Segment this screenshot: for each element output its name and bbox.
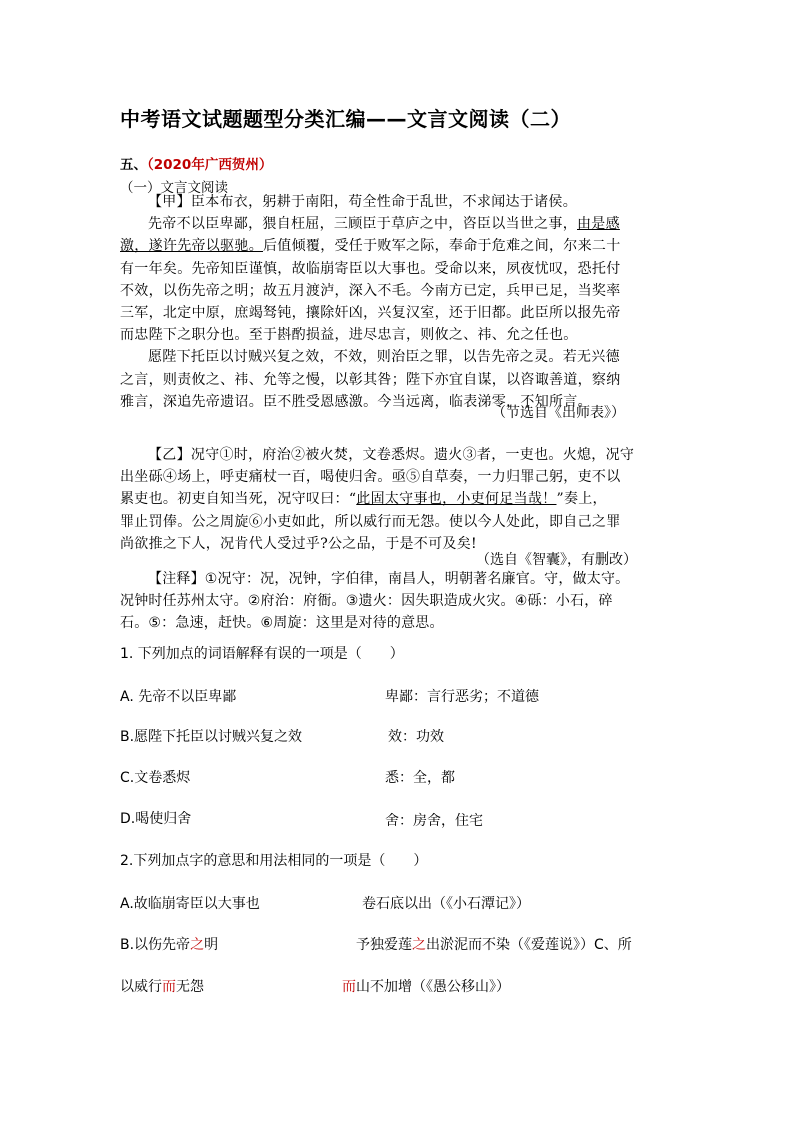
dotted-char: 而 <box>162 979 176 995</box>
q2-option-a-compare: 卷石底以出（《小石潭记》） <box>362 896 530 912</box>
passage-line: 不效，以伤先帝之明；故五月渡泸，深入不毛。今南方已定，兵甲已足，当奖率 <box>120 282 621 299</box>
q2-option-b <box>120 934 218 954</box>
option-text: 明 <box>204 937 219 953</box>
q1-option-a-explanation: 卑鄙：言行恶劣；不道德 <box>385 689 539 705</box>
option-text: 予独爱莲 <box>356 937 412 953</box>
dotted-char: 之 <box>412 937 426 953</box>
q1-option-b-explanation: 效：功效 <box>388 729 444 745</box>
quote-mark: “ <box>348 491 357 508</box>
passage-line <box>120 235 680 257</box>
underlined-text: 由是感 <box>577 216 620 233</box>
passage-line: 罪止罚俸。公之周旋⑥小吏如此，所以威行而无怨。使以今人处此，即自己之罪 <box>120 513 621 530</box>
passage-jia-source: （节选自《出师表》） <box>492 405 625 421</box>
quote-mark: ” <box>556 491 564 508</box>
passage-jia <box>120 191 680 413</box>
section-subtitle: （一）文言文阅读 <box>120 180 228 196</box>
underlined-text: 激，遂许先帝以驱驰。 <box>120 238 263 255</box>
passage-yi <box>120 444 680 555</box>
passage-text: 后值倾覆，受任于败军之际，奉命于危难之间，尔来二十 <box>263 238 621 255</box>
q1-option-b: B.愿陛下托臣以讨贼兴复之效 <box>120 729 303 745</box>
note-line: 石。⑤：急速，赶快。⑥周旋：这里是对待的意思。 <box>120 615 444 631</box>
passage-line: 有一年矣。先帝知臣谨慎，故临崩寄臣以大事也。受命以来，夙夜忧叹，恐托付 <box>120 260 621 277</box>
underlined-text: 此固太守事也，小吏何足当哉！ <box>356 491 557 508</box>
page-title: 中考语文试题题型分类汇编——文言文阅读（二） <box>120 107 571 131</box>
passage-text: 奏上， <box>563 491 607 508</box>
passage-line <box>120 213 680 235</box>
option-text: 出淤泥而不染（《爱莲说》）C、所 <box>426 937 632 953</box>
note-line: 况钟时任苏州太守。②府治：府衙。③遗火：因失职造成火灾。④砾：小石，碎 <box>120 593 613 609</box>
q2-option-a: A.故临崩寄臣以大事也 <box>120 896 260 912</box>
passage-line <box>120 488 680 510</box>
annotation-notes <box>120 568 685 634</box>
question-2-stem: 2.下列加点字的意思和用法相同的一项是（ ） <box>120 853 428 869</box>
passage-yi-source: （选自《智囊》，有删改） <box>476 552 637 568</box>
dotted-char: 而 <box>342 979 356 995</box>
option-text: 山不加增（《愚公移山》） <box>356 979 510 995</box>
q1-option-d: D.喝使归舍 <box>120 811 192 827</box>
passage-line: 【乙】况守①时，府治②被火焚，文卷悉烬。遗火③者，一吏也。火熄，况守 <box>148 447 635 463</box>
passage-line: 出坐砾④场上，呼吏痛杖一百，喝使归舍。亟⑤自草奏，一力归罪己躬，吏不以 <box>120 469 621 486</box>
passage-line: 而忠陛下之职分也。至于斟酌损益，进尽忠言，则攸之、祎、允之任也。 <box>120 327 578 344</box>
q1-option-d-explanation: 舍：房舍，住宅 <box>385 813 483 829</box>
passage-line: 尚欲推之下人，况肯代人受过乎?公之品，于是不可及矣! <box>120 535 477 552</box>
passage-line: 愿陛下托臣以讨贼兴复之效，不效，则治臣之罪，以告先帝之灵。若无兴德 <box>148 349 620 366</box>
passage-line: 之言，则责攸之、祎、允等之慢，以彰其咎；陛下亦宜自谋，以咨诹善道，察纳 <box>120 371 621 388</box>
option-text: 无怨 <box>176 979 204 995</box>
passage-text: 累吏也。初吏自知当死，况守叹曰： <box>120 491 349 508</box>
section-source: （2020年广西贺州） <box>147 157 273 173</box>
passage-line: 三军，北定中原，庶竭驽钝，攘除奸凶，兴复汉室，还于旧都。此臣所以报先帝 <box>120 305 621 322</box>
q2-option-b-compare <box>356 934 632 954</box>
option-text: 以威行 <box>120 979 162 995</box>
note-line: 【注释】①况守：况，况钟，字伯律，南昌人，明朝著名廉官。守，做太守。 <box>148 571 630 587</box>
section-number: 五、 <box>120 157 147 173</box>
q1-option-c-explanation: 悉：全，都 <box>385 770 455 786</box>
dotted-char: 之 <box>190 937 205 953</box>
q2-option-c <box>120 976 204 996</box>
section-heading <box>120 153 272 173</box>
option-text: B.以伤先帝 <box>120 937 191 953</box>
q2-option-c-compare <box>342 976 510 996</box>
passage-line: 【甲】臣本布衣，躬耕于南阳，苟全性命于乱世，不求闻达于诸侯。 <box>148 194 577 210</box>
passage-line: 雅言，深追先帝遗诏。臣不胜受恩感激。今当远离，临表涕零，不知所言。 <box>120 393 592 410</box>
passage-text: 先帝不以臣卑鄙，猥自枉屈，三顾臣于草庐之中，咨臣以当世之事， <box>148 216 577 233</box>
question-1-stem: 1. 下列加点的词语解释有误的一项是（ ） <box>120 646 404 662</box>
q1-option-c: C.文卷悉烬 <box>120 770 191 786</box>
q1-option-a: A. 先帝不以臣卑鄙 <box>120 689 237 705</box>
